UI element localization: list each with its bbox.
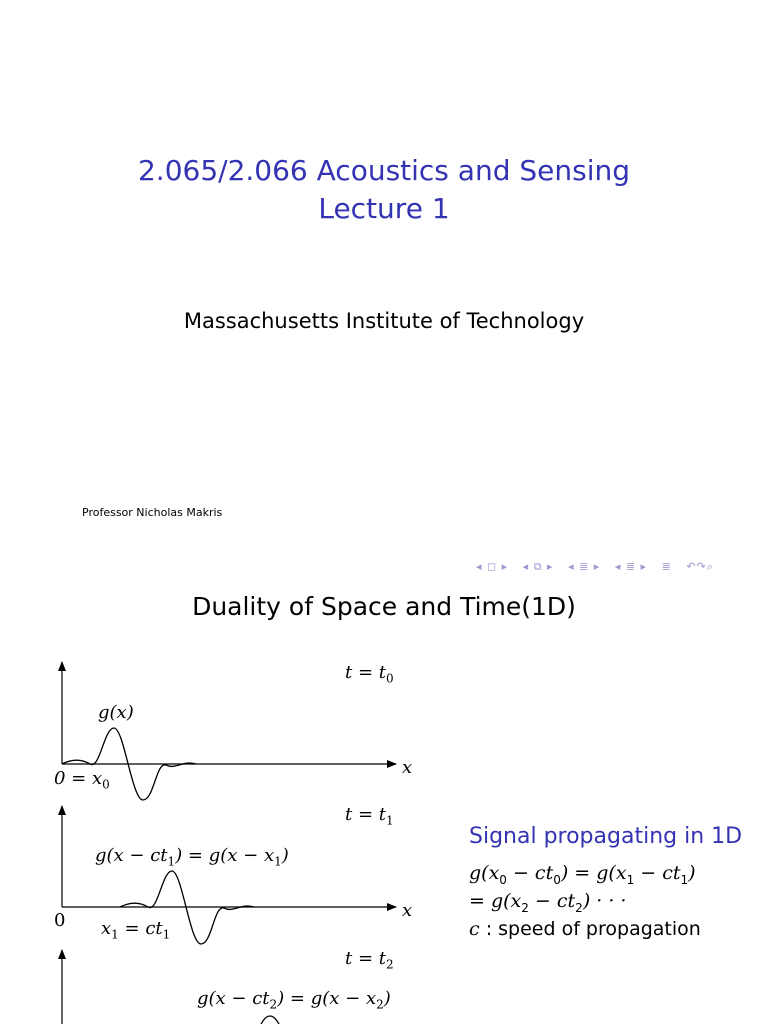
side-equation-2: = $g(x_2 - ct_2)$ · · · xyxy=(469,890,627,915)
side-equation-1: $g(x_0 - ct_0) = g(x_1 - ct_1)$ xyxy=(469,862,696,887)
institute-name: Massachusetts Institute of Technology xyxy=(183,309,585,333)
nav-subsection-icon[interactable]: ◂ ⧉ ▸ xyxy=(522,560,554,573)
plot3-time-label: $t = t_2$ xyxy=(345,948,394,972)
plot2-origin-label: 0 xyxy=(54,910,66,931)
side-heading: Signal propagating in 1D xyxy=(469,824,743,849)
plot2-x-axis-label: x xyxy=(402,900,413,921)
plot1-x-axis-label: x xyxy=(402,757,413,778)
plot1-origin-label: $0 = x_0$ xyxy=(54,768,110,792)
slide-title: Duality of Space and Time(1D) xyxy=(192,592,576,621)
nav-search-icon[interactable]: ↶↷⌕ xyxy=(686,560,714,573)
lecture-subtitle: Lecture 1 xyxy=(318,192,450,225)
plot2-shift-label: $x_1 = ct_1$ xyxy=(101,918,171,942)
nav-section-next-icon[interactable]: ◂ ≣ ▸ xyxy=(614,560,648,573)
lecture-title: 2.065/2.066 Acoustics and Sensing xyxy=(137,154,631,187)
plot2-time-label: $t = t_1$ xyxy=(345,804,394,828)
side-speed-definition: c : speed of propagation xyxy=(469,918,701,940)
nav-frame-icon[interactable]: ◂ ◻ ▸ xyxy=(476,560,509,573)
author-name: Professor Nicholas Makris xyxy=(82,506,223,519)
plot1-time-label: $t = t_0$ xyxy=(345,662,394,686)
plot2-curve-label: $g(x - ct_1) = g(x - x_1)$ xyxy=(95,845,289,869)
plot3-pulse-curve xyxy=(258,1016,284,1024)
nav-align-icon[interactable]: ≣ xyxy=(661,560,672,573)
nav-section-icon[interactable]: ◂ ≣ ▸ xyxy=(568,560,601,573)
plot1-curve-label: g(x) xyxy=(98,702,134,723)
plot3-curve-label: $g(x - ct_2) = g(x - x_2)$ xyxy=(197,988,391,1012)
